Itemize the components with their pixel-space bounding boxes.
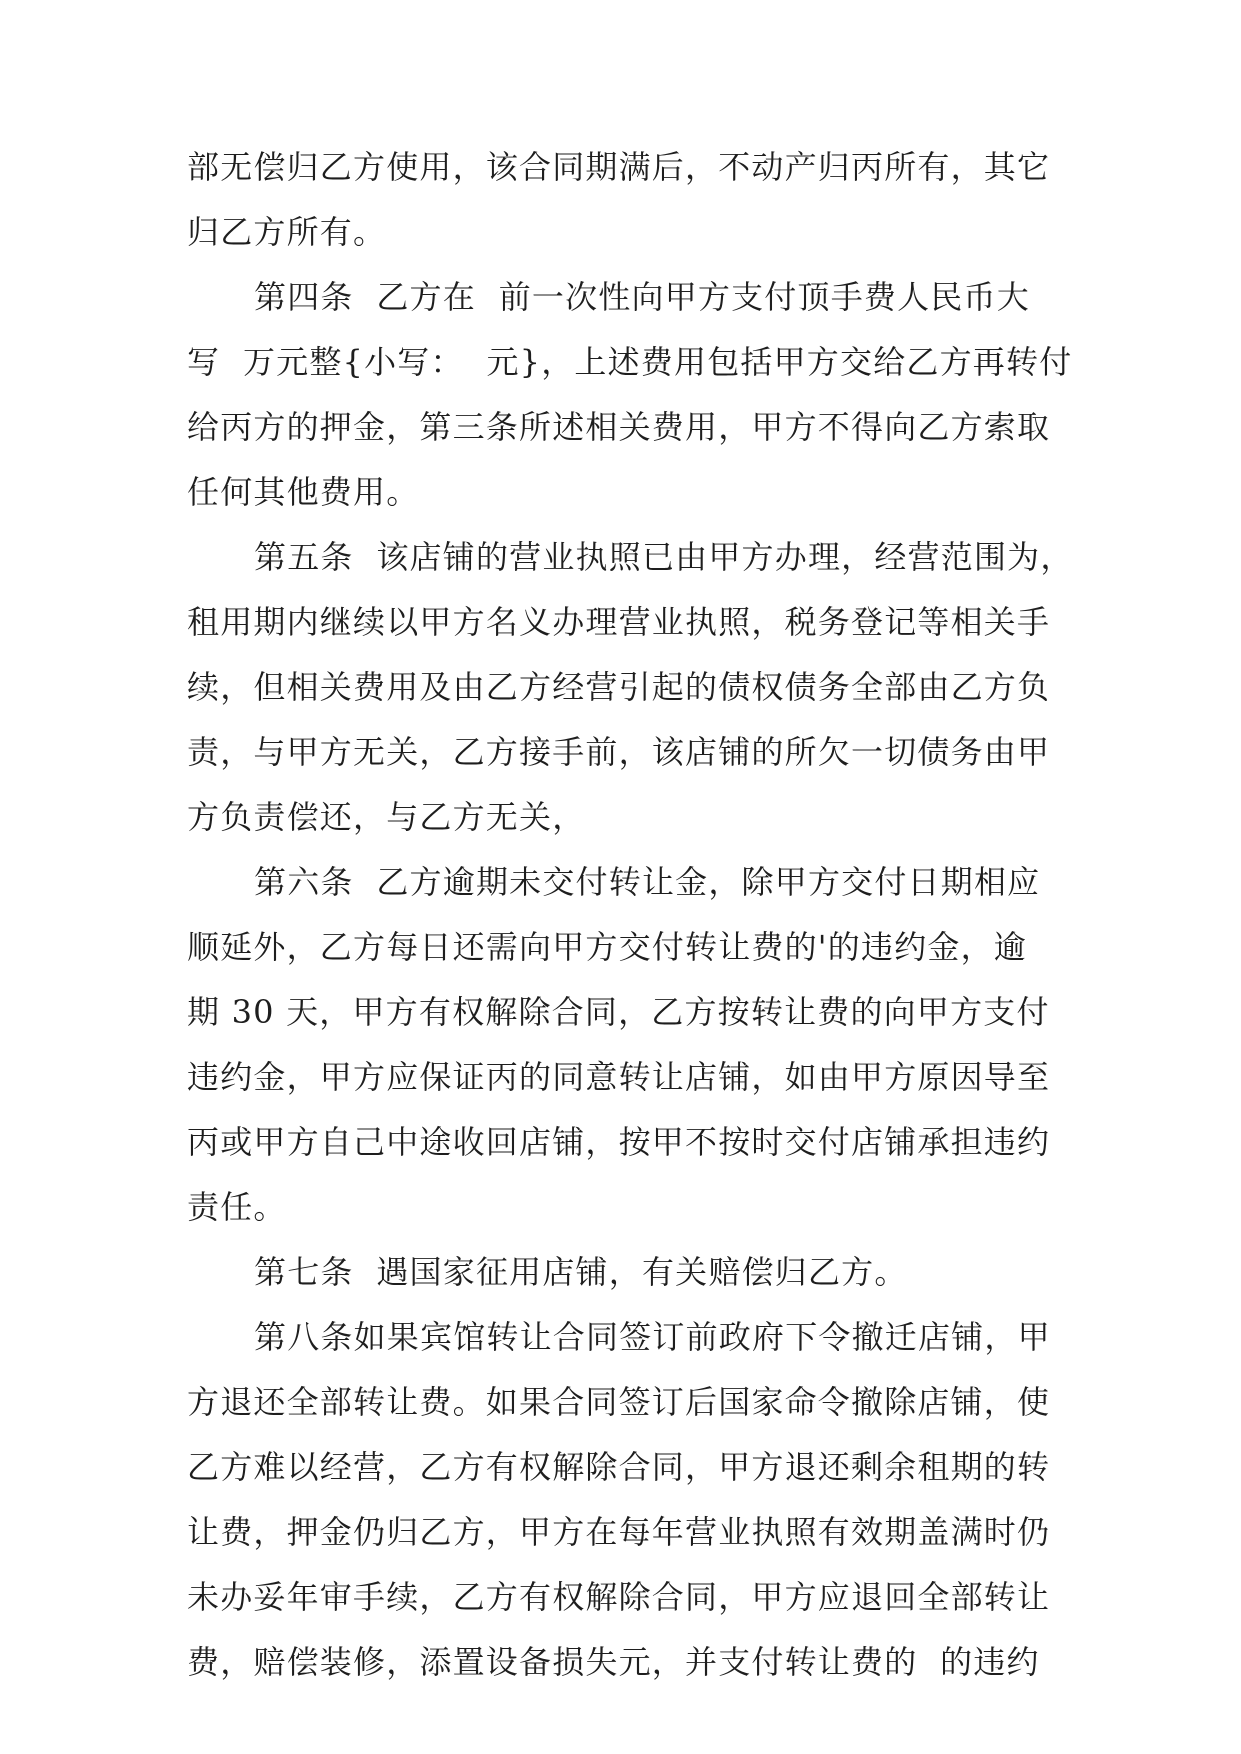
text-line: 违约金，甲方应保证丙的同意转让店铺，如由甲方原因导至	[187, 1058, 1051, 1096]
text-line: 给丙方的押金，第三条所述相关费用，甲方不得向乙方索取	[187, 408, 1051, 446]
text-line: 让费，押金仍归乙方，甲方在每年营业执照有效期盖满时仍	[187, 1513, 1051, 1551]
text-line: 顺延外，乙方每日还需向甲方交付转让费的'的违约金，逾	[187, 928, 1027, 966]
text-line: 租用期内继续以甲方名义办理营业执照，税务登记等相关手	[187, 603, 1051, 641]
text-line: 第四条 乙方在 前一次性向甲方支付顶手费人民币大	[254, 278, 1030, 316]
text-line: 费，赔偿装修，添置设备损失元，并支付转让费的 的违约	[187, 1643, 1040, 1681]
text-line: 责，与甲方无关，乙方接手前，该店铺的所欠一切债务由甲	[187, 733, 1051, 771]
text-line: 方负责偿还，与乙方无关，	[187, 798, 586, 836]
text-line: 丙或甲方自己中途收回店铺，按甲不按时交付店铺承担违约	[187, 1123, 1051, 1161]
text-line: 未办妥年审手续，乙方有权解除合同，甲方应退回全部转让	[187, 1578, 1051, 1616]
text-line: 责任。	[187, 1188, 287, 1226]
text-line: 任何其他费用。	[187, 473, 420, 511]
text-line: 期 30 天，甲方有权解除合同，乙方按转让费的向甲方支付	[187, 993, 1050, 1031]
text-line: 归乙方所有。	[187, 213, 387, 251]
text-line: 方退还全部转让费。如果合同签订后国家命令撤除店铺，使	[187, 1383, 1051, 1421]
text-line: 第五条 该店铺的营业执照已由甲方办理，经营范围为，	[254, 538, 1074, 576]
text-line: 第六条 乙方逾期未交付转让金，除甲方交付日期相应	[254, 863, 1041, 901]
text-line: 乙方难以经营，乙方有权解除合同，甲方退还剩余租期的转	[187, 1448, 1051, 1486]
text-line: 部无偿归乙方使用，该合同期满后，不动产归丙所有，其它	[187, 148, 1051, 186]
text-line: 续，但相关费用及由乙方经营引起的债权债务全部由乙方负	[187, 668, 1051, 706]
text-line: 第七条 遇国家征用店铺，有关赔偿归乙方。	[254, 1253, 908, 1291]
text-line: 第八条如果宾馆转让合同签订前政府下令撤迁店铺，甲	[254, 1318, 1051, 1356]
text-line: 写 万元整{小写： 元}，上述费用包括甲方交给乙方再转付	[187, 343, 1073, 381]
